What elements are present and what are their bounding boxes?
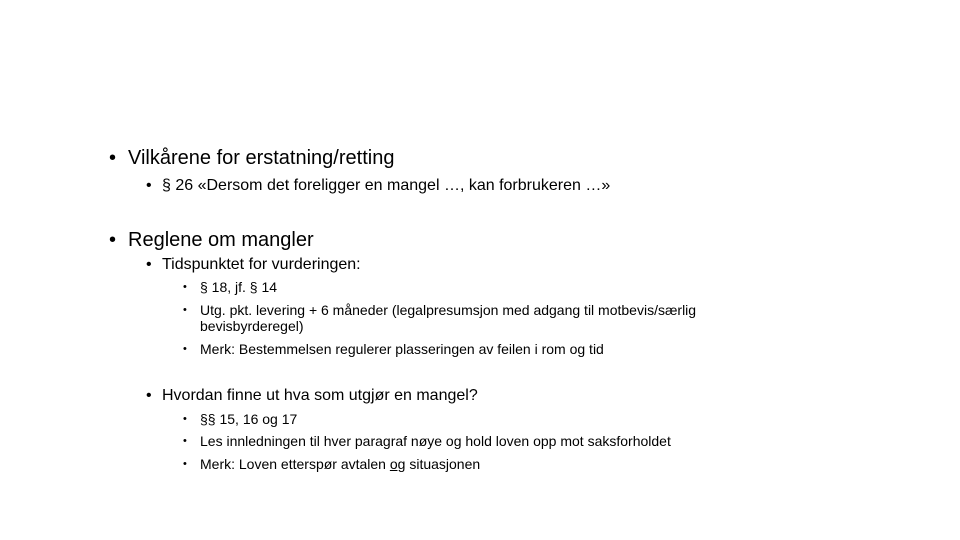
section-heading-text: Reglene om mangler xyxy=(128,229,314,251)
bullet-icon: • xyxy=(146,177,152,194)
point-paragraphs-15-16-17 xyxy=(183,411,298,428)
bullet-icon: • xyxy=(183,281,187,293)
section-heading-defect-rules xyxy=(109,228,314,252)
bullet-icon: • xyxy=(183,413,187,425)
bullet-icon: • xyxy=(109,147,117,169)
bullet-icon: • xyxy=(146,256,152,273)
point-read-introduction xyxy=(183,433,671,450)
point-note-location-time xyxy=(183,341,604,358)
bullet-icon: • xyxy=(183,343,187,355)
point-text-before: Merk: Loven etterspør avtalen xyxy=(200,456,390,472)
point-delivery-six-months-continued xyxy=(200,318,304,335)
point-paragraph-26 xyxy=(146,176,611,196)
subsection-heading-identify-defect xyxy=(146,386,478,406)
section-heading-conditions xyxy=(109,146,395,170)
bullet-icon: • xyxy=(183,435,187,447)
point-text: Utg. pkt. levering + 6 måneder (legalpresumsjon med adgang til motbevis/særlig xyxy=(200,302,697,318)
point-text-underlined: og xyxy=(389,456,406,472)
bullet-icon: • xyxy=(146,387,152,404)
bullet-icon: • xyxy=(183,304,187,316)
subsection-heading-text: Hvordan finne ut hva som utgjør en mangel? xyxy=(162,387,478,404)
point-text: bevisbyrderegel) xyxy=(200,318,304,334)
point-text: § 18, jf. § 14 xyxy=(200,279,278,295)
point-note-agreement-situation xyxy=(183,456,481,473)
point-text: Les innledningen til hver paragraf nøye og hold loven opp mot saksforholdet xyxy=(200,433,671,449)
bullet-icon: • xyxy=(109,229,117,251)
subsection-heading-text: Tidspunktet for vurderingen: xyxy=(162,256,361,273)
point-text-after: situasjonen xyxy=(405,456,481,472)
point-text: § 26 «Dersom det foreligger en mangel …, kan forbrukeren …» xyxy=(162,177,611,194)
point-paragraph-18 xyxy=(183,279,278,296)
section-heading-text: Vilkårene for erstatning/retting xyxy=(128,147,395,169)
point-delivery-six-months xyxy=(183,302,697,319)
point-text: §§ 15, 16 og 17 xyxy=(200,411,298,427)
subsection-heading-timing xyxy=(146,255,361,275)
point-text: Merk: Bestemmelsen regulerer plasseringen av feilen i rom og tid xyxy=(200,341,604,357)
bullet-icon: • xyxy=(183,458,187,470)
